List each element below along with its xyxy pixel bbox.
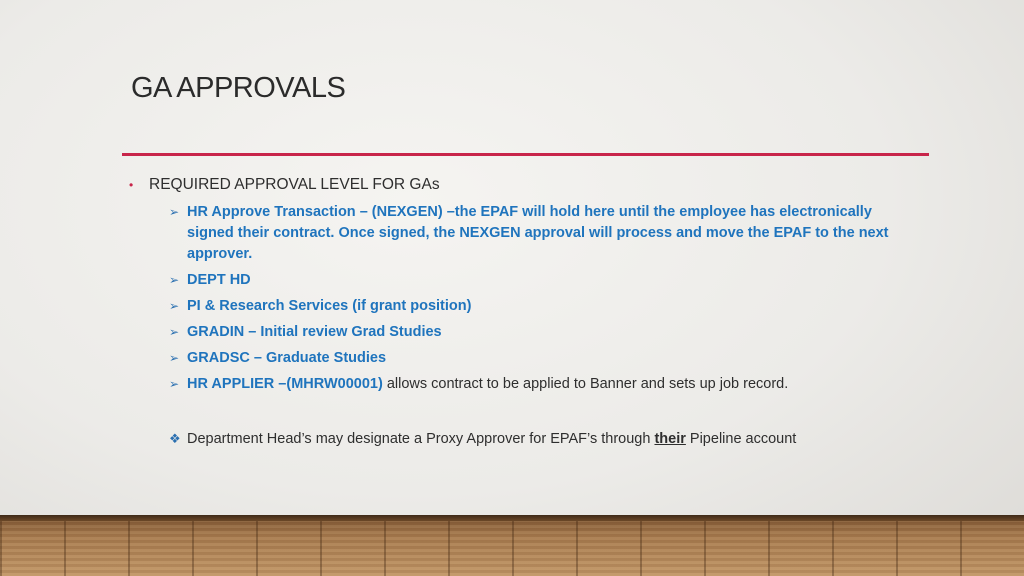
- diamond-four-icon: ❖: [169, 431, 181, 446]
- list-item: [169, 374, 919, 395]
- arrowhead-icon: ➢: [169, 299, 180, 313]
- list-item: [169, 322, 919, 343]
- item-bold-text: PI & Research Services (if grant position): [187, 298, 472, 314]
- wood-floor-decoration: [0, 515, 1024, 576]
- dot-bullet-icon: •: [129, 178, 134, 192]
- item-bold-text: HR APPLIER –(MHRW00001): [187, 376, 383, 392]
- slide-content: [129, 176, 919, 400]
- note-after: Pipeline account: [685, 431, 797, 447]
- list-item: [169, 348, 919, 369]
- arrowhead-icon: ➢: [169, 325, 180, 339]
- note-text: [187, 431, 796, 447]
- item-plain-text: allows contract to be applied to Banner and sets up job record.: [382, 376, 789, 392]
- item-bold-text: GRADSC – Graduate Studies: [187, 350, 387, 366]
- list-item: [169, 202, 919, 265]
- arrowhead-icon: ➢: [169, 205, 180, 219]
- bullet-heading: REQUIRED APPROVAL LEVEL FOR GAs: [149, 176, 440, 193]
- item-bold-text: GRADIN – Initial review Grad Studies: [187, 324, 442, 340]
- item-bold-text: DEPT HD: [187, 272, 251, 288]
- title-divider: [122, 153, 929, 156]
- bullet-heading-row: [129, 176, 919, 194]
- arrowhead-icon: ➢: [169, 351, 180, 365]
- approval-list: [129, 202, 919, 395]
- item-bold-text: HR Approve Transaction – (NEXGEN) –the EPAF will hold here until the employee has electronically signed their contract. Once signed, the NEXGEN approval will process and move the EPAF to the next approver.: [187, 204, 889, 262]
- slide-title: GA APPROVALS: [131, 72, 346, 104]
- proxy-note: [169, 431, 796, 447]
- arrowhead-icon: ➢: [169, 377, 180, 391]
- arrowhead-icon: ➢: [169, 273, 180, 287]
- note-emphasis: their: [654, 431, 686, 447]
- list-item: [169, 296, 919, 317]
- list-item: [169, 270, 919, 291]
- note-before: Department Head’s may designate a Proxy Approver for EPAF’s through: [187, 431, 655, 447]
